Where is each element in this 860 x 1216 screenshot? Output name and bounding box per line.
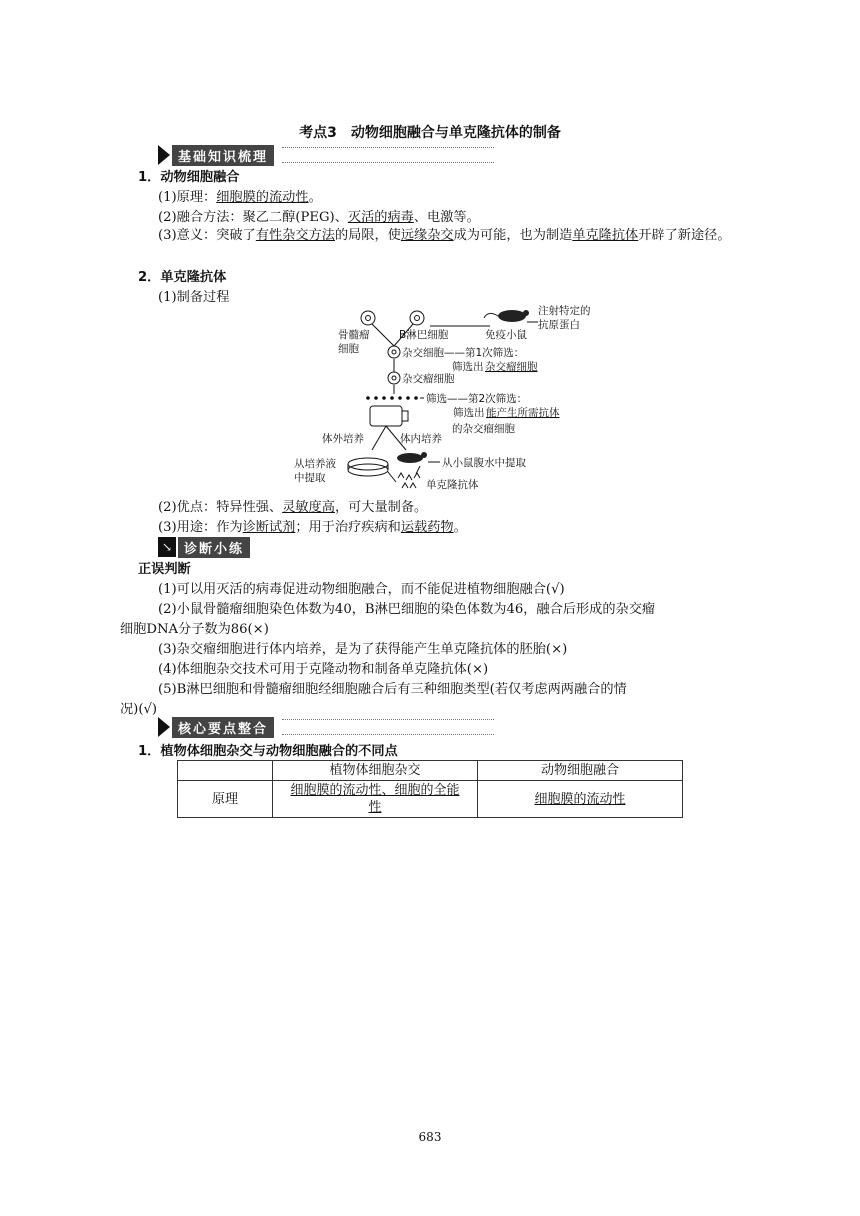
svg-text:中提取: 中提取: [294, 472, 326, 484]
bcell-icon: [410, 311, 424, 325]
mouse-icon-2: [397, 453, 423, 463]
practice-q1: (1)可以用灭活的病毒促进动物细胞融合，而不能促进植物细胞融合(√): [158, 582, 565, 597]
dotted-rule: [282, 147, 494, 163]
s2-process: (1)制备过程: [158, 290, 230, 305]
header-cell: 动物细胞融合: [478, 761, 683, 781]
svg-text:筛选出: 筛选出: [453, 407, 485, 419]
banner-label: 核心要点整合: [172, 717, 274, 738]
table-header-row: [178, 761, 683, 781]
svg-text:杂交瘤细胞: 杂交瘤细胞: [402, 373, 455, 385]
selection-dots: [366, 396, 418, 400]
comparison-table: [177, 760, 683, 818]
s2-title: 2．单克隆抗体: [138, 270, 227, 285]
s2-uses: (3)用途：作为诊断试剂；用于治疗疾病和运载药物。: [158, 520, 467, 535]
practice-q3: (3)杂交瘤细胞进行体内培养，是为了获得能产生单克隆抗体的胚胎(×): [158, 642, 568, 657]
row-label: 原理: [178, 781, 273, 818]
s1-meaning: (3)意义：突破了有性杂交方法的局限，使远缘杂交成为可能，也为制造单克隆抗体开辟了新途径。: [158, 228, 731, 243]
svg-text:从小鼠腹水中提取: 从小鼠腹水中提取: [442, 457, 526, 469]
svg-text:能产生所需抗体: 能产生所需抗体: [486, 407, 560, 419]
svg-text:筛选出: 筛选出: [452, 361, 484, 373]
practice-title: 正误判断: [138, 562, 191, 577]
svg-text:体外培养: 体外培养: [322, 433, 364, 445]
section-heading: 考点3 动物细胞融合与单克隆抗体的制备: [299, 125, 561, 141]
practice-q5b: 况)(√): [120, 702, 158, 717]
core-title: 1．植物体细胞杂交与动物细胞融合的不同点: [138, 744, 398, 759]
s2-advantages: (2)优点：特异性强、灵敏度高，可大量制备。: [158, 500, 428, 515]
dotted-rule: [282, 719, 494, 735]
banner-basics: [158, 144, 494, 166]
banner-label: 基础知识梳理: [172, 145, 274, 166]
table-row: [178, 781, 683, 818]
svg-text:筛选——第2次筛选：: 筛选——第2次筛选：: [426, 393, 528, 405]
svg-text:的杂交瘤细胞: 的杂交瘤细胞: [452, 423, 515, 435]
svg-text:抗原蛋白: 抗原蛋白: [538, 319, 580, 331]
myeloma-cell-icon: [361, 311, 375, 325]
hybridoma-cell-icon: [388, 372, 400, 384]
flask-icon: [370, 406, 402, 426]
svg-text:单克隆抗体: 单克隆抗体: [426, 479, 479, 491]
mouse-icon: [498, 310, 526, 322]
s1-method: (2)融合方法：聚乙二醇(PEG)、灭活的病毒、电激等。: [158, 210, 480, 225]
s1-principle: (1)原理：细胞膜的流动性。: [158, 190, 322, 205]
banner-label: 诊断小练: [178, 537, 250, 558]
page-number: 683: [418, 1130, 442, 1144]
plant-cell: 细胞膜的流动性、细胞的全能 性: [273, 781, 478, 818]
svg-text:B淋巴细胞: B淋巴细胞: [399, 329, 449, 341]
banner-practice: [158, 536, 250, 558]
hybrid-cell-icon: [388, 346, 400, 358]
arrow-down-right-icon: ↘: [158, 537, 176, 557]
animal-cell: 细胞膜的流动性: [478, 781, 683, 818]
arrow-icon: [158, 145, 170, 165]
svg-text:细胞: 细胞: [338, 343, 359, 355]
svg-text:免疫小鼠: 免疫小鼠: [485, 329, 527, 341]
arrow-icon: [158, 717, 170, 737]
svg-text:注射特定的: 注射特定的: [538, 305, 591, 317]
svg-text:从培养液: 从培养液: [294, 458, 336, 470]
header-cell: [178, 761, 273, 781]
header-cell: 植物体细胞杂交: [273, 761, 478, 781]
svg-text:杂交瘤细胞: 杂交瘤细胞: [485, 361, 538, 373]
practice-q5a: (5)B淋巴细胞和骨髓瘤细胞经细胞融合后有三种细胞类型(若仅考虑两两融合的情: [158, 682, 627, 697]
svg-text:杂交细胞——第1次筛选：: 杂交细胞——第1次筛选：: [402, 347, 525, 359]
monoclonal-antibody-diagram: [290, 302, 610, 492]
s1-title: 1．动物细胞融合: [138, 170, 240, 185]
antibody-icon: [398, 473, 420, 488]
svg-text:体内培养: 体内培养: [400, 433, 442, 445]
svg-text:骨髓瘤: 骨髓瘤: [338, 329, 370, 341]
practice-q2b: 细胞DNA分子数为86(×): [120, 622, 269, 637]
practice-q4: (4)体细胞杂交技术可用于克隆动物和制备单克隆抗体(×): [158, 662, 489, 677]
banner-core: [158, 716, 494, 738]
practice-q2a: (2)小鼠骨髓瘤细胞染色体数为40，B淋巴细胞的染色体数为46，融合后形成的杂交瘤: [158, 602, 656, 617]
